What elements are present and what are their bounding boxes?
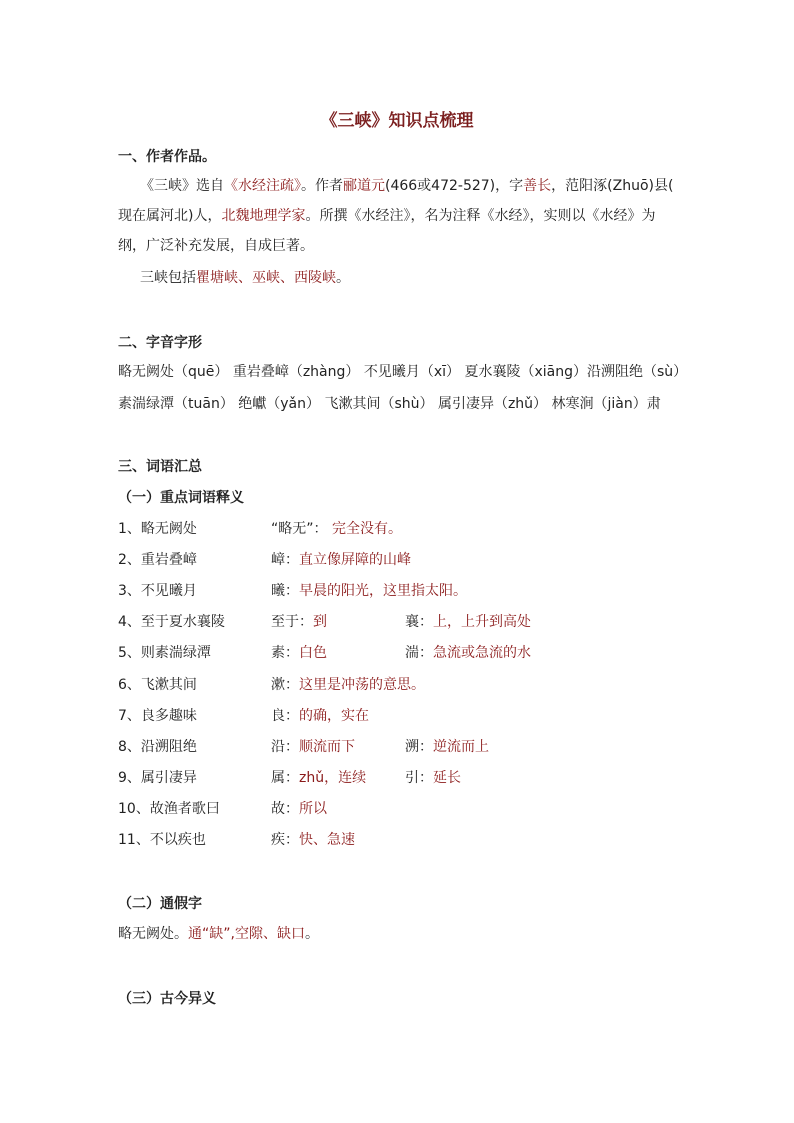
gloss-key: 溯： (405, 739, 433, 755)
gloss-1 (271, 519, 402, 539)
vocabulary-term: 10、故渔者歌曰 (118, 801, 220, 817)
gloss-value: 早晨的阳光，这里指太阳。 (299, 583, 467, 599)
text: 《三峡》选自 (140, 178, 224, 194)
gloss-value: 白色 (299, 645, 327, 661)
gloss-key: 湍： (405, 645, 433, 661)
section-vocabulary-heading: 三、词语汇总 (118, 459, 202, 475)
gloss-key: 良： (271, 708, 299, 724)
author-identity: 北魏地理学家 (221, 208, 306, 224)
document-title: 《三峡》知识点梳理 (320, 111, 474, 131)
gloss-key: 嶂： (271, 552, 299, 568)
vocabulary-term: 5、则素湍绿潭 (118, 645, 211, 661)
gloss-1 (271, 675, 425, 695)
gloss-value: 这里是冲荡的意思。 (299, 677, 425, 693)
gloss-key: “略无”： (271, 521, 328, 537)
gloss-value: 到 (313, 614, 327, 630)
text: 。作者 (301, 178, 343, 194)
gloss-key: 属： (271, 770, 299, 786)
gloss-key: 至于： (271, 614, 313, 630)
gloss-value: 的确，实在 (299, 708, 369, 724)
book-name: 《水经注疏》 (224, 178, 301, 194)
gloss-value: zhǔ，连续 (299, 770, 367, 786)
vocabulary-term: 1、略无阙处 (118, 521, 197, 537)
author-paragraph-line-3: 纲，广泛补充发展，自成巨著。 (118, 238, 314, 254)
vocabulary-term: 3、不见曦月 (118, 583, 197, 599)
vocabulary-term: 8、沿溯阻绝 (118, 739, 197, 755)
gloss-1 (271, 643, 327, 663)
text: 三峡包括 (140, 270, 196, 286)
gloss-key: 故： (271, 801, 299, 817)
courtesy-name: 善长 (523, 178, 552, 194)
vocabulary-term: 7、良多趣味 (118, 708, 197, 724)
subsection-key-words: （一）重点词语释义 (118, 490, 244, 506)
subsection-ancient-modern: （三）古今异义 (118, 991, 216, 1007)
gloss-value: 急流或急流的水 (433, 645, 531, 661)
gloss-key: 引： (405, 770, 433, 786)
text: 。 (336, 270, 350, 286)
gloss-key: 疾： (271, 832, 299, 848)
text: (466或472-527)，字 (385, 178, 524, 194)
gloss-2 (405, 737, 489, 757)
gloss-value: 逆流而上 (433, 739, 489, 755)
vocabulary-term: 11、不以疾也 (118, 832, 206, 848)
text: 。所撰《水经注》，名为注释《水经》，实则以《水经》为 (305, 208, 656, 224)
gorges-names: 瞿塘峡、巫峡、西陵峡 (196, 270, 336, 286)
subsection-tongjia: （二）通假字 (118, 896, 202, 912)
gloss-2 (405, 643, 531, 663)
gloss-1 (271, 706, 369, 726)
gloss-key: 素： (271, 645, 299, 661)
pronunciation-line-2: 素湍绿潭（tuān） 绝巘（yǎn） 飞漱其间（shù） 属引凄异（zhǔ） 林寒涧（jiàn）肃 (118, 396, 661, 412)
gloss-2 (405, 612, 531, 632)
gloss-value: 完全没有。 (327, 521, 402, 537)
gorges-paragraph (140, 268, 350, 288)
gloss-1 (271, 799, 327, 819)
vocabulary-term: 4、至于夏水襄陵 (118, 614, 225, 630)
gloss-value: 快、急速 (299, 832, 355, 848)
gloss-key: 漱： (271, 677, 299, 693)
gloss-value: 直立像屏障的山峰 (299, 552, 411, 568)
tongjia-line (118, 924, 319, 944)
gloss-key: 襄： (405, 614, 433, 630)
gloss-key: 沿： (271, 739, 299, 755)
vocabulary-term: 6、飞漱其间 (118, 677, 197, 693)
text: 。 (304, 926, 319, 942)
gloss-1 (271, 581, 467, 601)
text: 现在属河北)人， (118, 208, 222, 224)
section-author-heading: 一、作者作品。 (118, 149, 216, 165)
vocabulary-term: 9、属引凄异 (118, 770, 197, 786)
gloss-1 (271, 830, 355, 850)
gloss-key: 曦： (271, 583, 299, 599)
gloss-value: 延长 (433, 770, 461, 786)
gloss-1 (271, 768, 366, 788)
author-paragraph-line-1 (140, 176, 673, 196)
vocabulary-term: 2、重岩叠嶂 (118, 552, 197, 568)
author-name: 郦道元 (343, 178, 385, 194)
pronunciation-line-1: 略无阙处（quē） 重岩叠嶂（zhàng） 不见曦月（xī） 夏水襄陵（xiāng）沿溯阻绝（sù） (118, 364, 688, 380)
gloss-1 (271, 550, 411, 570)
author-paragraph-line-2 (118, 206, 655, 226)
gloss-value: 所以 (299, 801, 327, 817)
tongjia-explanation: 通“缺”,空隙、缺口 (188, 926, 305, 942)
gloss-1 (271, 737, 355, 757)
gloss-1 (271, 612, 327, 632)
gloss-value: 上，上升到高处 (433, 614, 531, 630)
gloss-value: 顺流而下 (299, 739, 355, 755)
text: ，范阳涿(Zhuō)县( (551, 178, 674, 194)
gloss-2 (405, 768, 461, 788)
section-pronunciation-heading: 二、字音字形 (118, 335, 202, 351)
text: 略无阙处。 (118, 926, 188, 942)
